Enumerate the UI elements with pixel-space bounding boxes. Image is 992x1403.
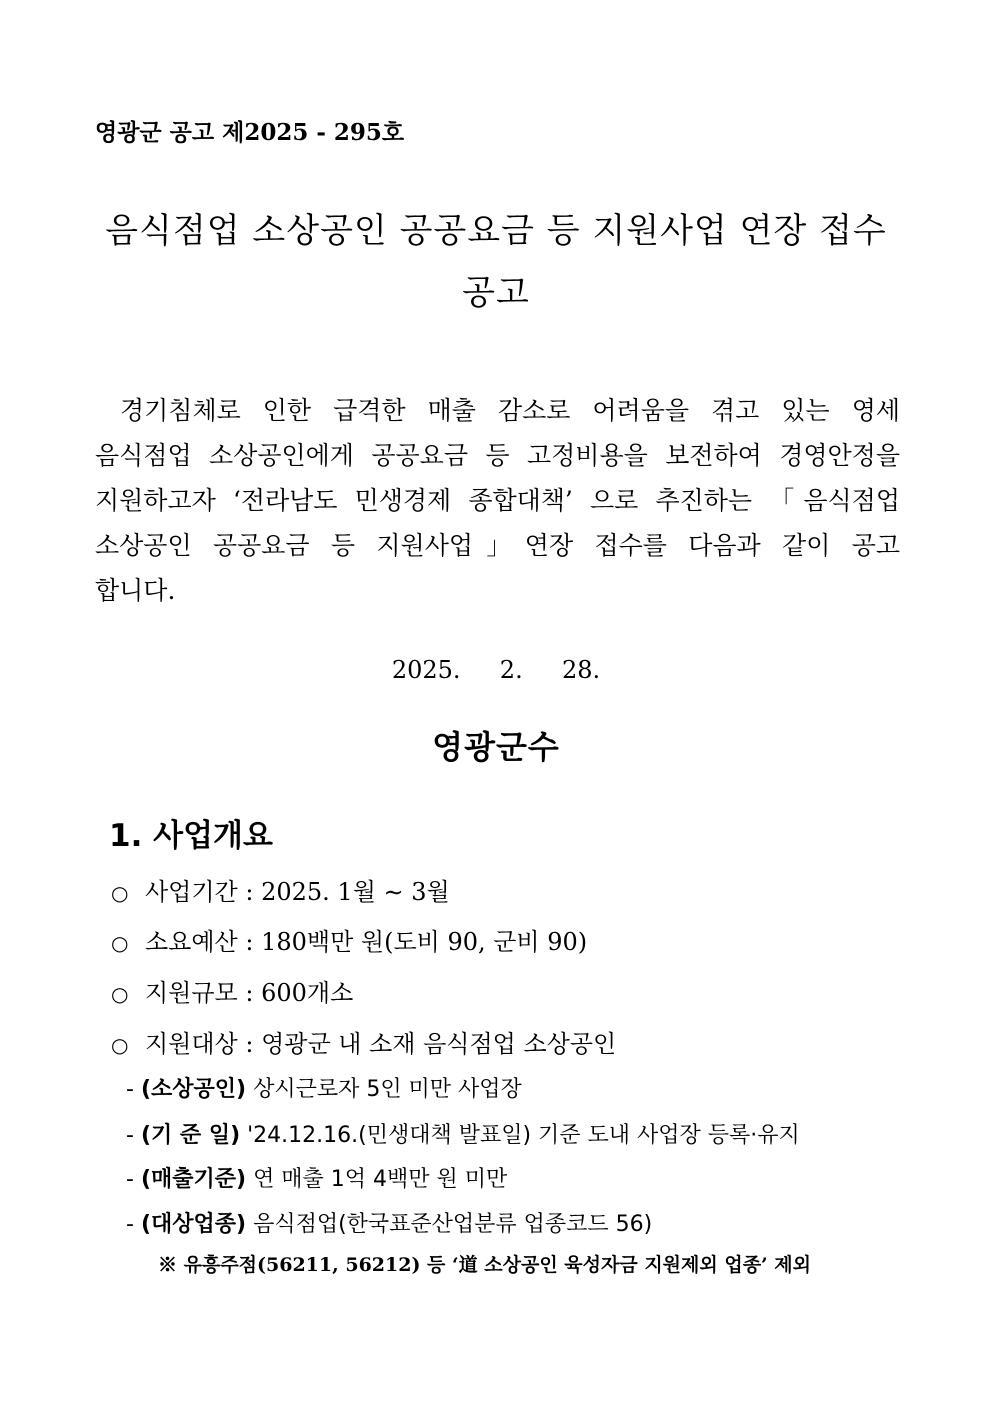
page-title [60,200,932,324]
circle-bullet-icon: ○ [111,982,129,1006]
body-line-3: 지원하고자 ‘전라남도 민생경제 종합대책’ 으로 추진하는 「음식점업 [95,486,900,515]
sub-item-text: 연 매출 1억 4백만 원 미만 [253,1167,508,1192]
bullet-separator: : [237,928,262,956]
announcement-body [95,388,900,613]
sub-item-tag: (매출기준) [140,1167,247,1192]
exclusion-note: ※ 유흥주점(56211, 56212) 등 ‘道 소상공인 육성자금 지원제외 업종’ 제외 [158,1254,811,1276]
body-line-2: 음식점업 소상공인에게 공공요금 등 고정비용을 보전하여 경영안정을 [95,441,900,470]
bullet-value: 600개소 [261,979,354,1007]
bullet-separator: : [237,1030,262,1058]
bullet-label: 소요예산 [145,928,238,956]
bullet-value: 180백만 원(도비 90, 군비 90) [261,928,588,956]
bullet-item [111,872,450,907]
circle-bullet-icon: ○ [111,881,129,905]
title-line-1: 음식점업 소상공인 공공요금 등 지원사업 연장 접수 [105,211,887,251]
sub-item [126,1072,522,1103]
bullet-separator: : [237,878,262,906]
bullet-value: 2025. 1월 ∼ 3월 [261,878,450,906]
notice-number: 영광군 공고 제2025 - 295호 [95,119,405,146]
sub-item-tag: (대상업종) [140,1212,247,1237]
announcement-date: 2025. 2. 28. [391,656,601,684]
sub-item [126,1207,652,1238]
bullet-item [111,922,587,957]
dash-mark: - [126,1167,141,1192]
body-line-5: 합니다. [95,576,176,605]
dash-mark: - [126,1212,141,1237]
body-line-4: 소상공인 공공요금 등 지원사업」연장 접수를 다음과 같이 공고 [95,531,900,560]
sub-item-text: 상시근로자 5인 미만 사업장 [253,1077,522,1102]
bullet-item [111,1024,616,1059]
section-heading: 1. 사업개요 [109,818,273,854]
bullet-value: 영광군 내 소재 음식점업 소상공인 [261,1030,617,1058]
sub-item [126,1162,507,1193]
sub-item-tag: (기 준 일) [140,1123,241,1148]
title-line-2: 공고 [462,273,530,313]
bullet-item [111,973,353,1008]
bullet-label: 지원대상 [145,1030,238,1058]
sub-item-tag: (소상공인) [140,1077,247,1102]
issuer: 영광군수 [432,728,560,766]
sub-item [126,1118,800,1149]
bullet-separator: : [237,979,262,1007]
dash-mark: - [126,1077,141,1102]
bullet-label: 지원규모 [145,979,238,1007]
circle-bullet-icon: ○ [111,1033,129,1057]
body-line-1: 경기침체로 인한 급격한 매출 감소로 어려움을 겪고 있는 영세 [120,396,900,425]
circle-bullet-icon: ○ [111,931,129,955]
bullet-label: 사업기간 [145,878,238,906]
dash-mark: - [126,1123,141,1148]
sub-item-text: '24.12.16.(민생대책 발표일) 기준 도내 사업장 등록·유지 [247,1123,800,1148]
sub-item-text: 음식점업(한국표준산업분류 업종코드 56) [253,1212,653,1237]
